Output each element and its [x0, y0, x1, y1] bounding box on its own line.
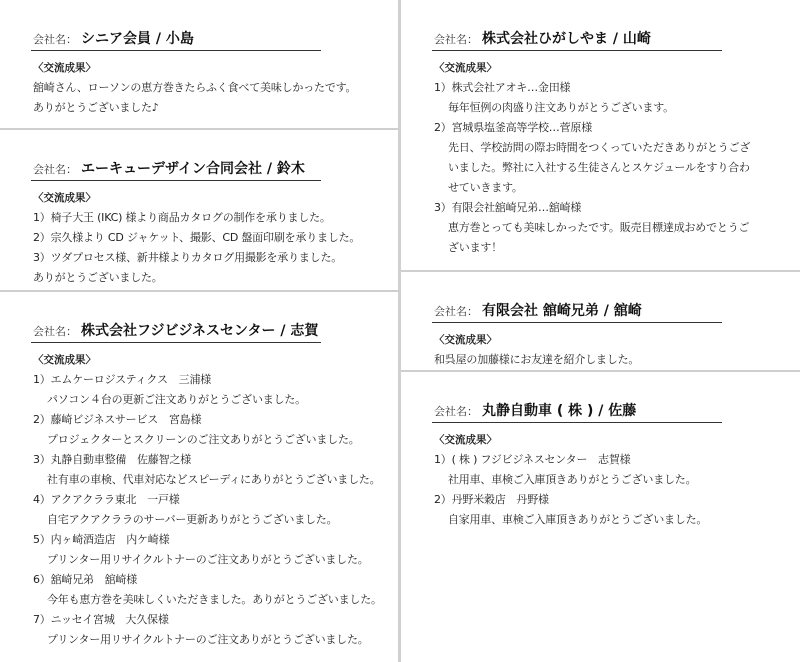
right-column	[401, 0, 800, 662]
section-label: 〈交流成果〉	[33, 62, 96, 74]
result-line: せていきます。	[448, 181, 523, 194]
heading-underline	[432, 50, 722, 51]
result-line: 1）( 株 ) フジビジネスセンター 志賀様	[434, 453, 631, 466]
heading-underline	[432, 322, 722, 323]
company-section	[401, 0, 800, 270]
result-line: 2）藤崎ビジネスサービス 宮島様	[33, 413, 202, 426]
company-section	[401, 372, 800, 662]
company-name: 株式会社ひがしやま / 山崎	[482, 31, 651, 47]
left-column	[0, 0, 398, 662]
result-line: 1）エムケーロジスティクス 三浦様	[33, 373, 212, 386]
company-heading	[434, 28, 651, 48]
section-label: 〈交流成果〉	[33, 192, 96, 204]
result-line: 社有車の車検、代車対応などスピーディにありがとうございました。	[47, 473, 381, 486]
section-label: 〈交流成果〉	[434, 62, 497, 74]
result-line: プリンター用リサイクルトナーのご注文ありがとうございました。	[47, 553, 369, 566]
section-label: 〈交流成果〉	[434, 434, 497, 446]
result-line: プリンター用リサイクルトナーのご注文ありがとうございました。	[47, 633, 369, 646]
company-heading	[33, 158, 305, 178]
result-line: 恵方巻とっても美味しかったです。販売目標達成おめでとうご	[448, 221, 750, 234]
result-line: 毎年恒例の肉盛り注文ありがとうございます。	[448, 101, 674, 114]
result-line: 5）内ヶ崎酒造店 内ケ崎様	[33, 533, 170, 546]
company-label: 会社名：	[434, 33, 478, 46]
result-line: 先日、学校訪問の際お時間をつくっていただきありがとうござ	[448, 141, 751, 154]
result-line: 2）宗久様より CD ジャケット、撮影、CD 盤面印刷を承りました。	[33, 231, 361, 244]
company-label: 会社名：	[33, 325, 77, 338]
result-line: 自宅アクアクララのサーバー更新ありがとうございました。	[47, 513, 338, 526]
results-list	[33, 78, 356, 118]
result-line: プロジェクターとスクリーンのご注文ありがとうございました。	[47, 433, 360, 446]
company-section	[401, 272, 800, 370]
result-line: 3）ツダプロセス様、新井様よりカタログ用撮影を承りました。	[33, 251, 343, 264]
result-line: ありがとうございました。	[33, 271, 163, 284]
company-name: 丸静自動車 ( 株 ) / 佐藤	[482, 403, 637, 419]
company-label: 会社名：	[434, 305, 478, 318]
results-list	[434, 78, 750, 258]
results-list	[434, 450, 707, 530]
result-line: 3）丸静自動車整備 佐藤智之様	[33, 453, 191, 466]
company-label: 会社名：	[33, 33, 77, 46]
result-line: ざいます！	[448, 241, 502, 254]
result-line: 2）宮城県塩釜高等学校…菅原様	[434, 121, 592, 134]
result-line: 1）株式会社アオキ…金田様	[434, 81, 571, 94]
result-line: 4）アクアクララ東北 一戸様	[33, 493, 180, 506]
result-line: 自家用車、車検ご入庫頂きありがとうございました。	[448, 513, 708, 526]
result-line: 7）ニッセイ宮城 大久保様	[33, 613, 169, 626]
result-line: 社用車、車検ご入庫頂きありがとうございました。	[448, 473, 697, 486]
section-label: 〈交流成果〉	[434, 334, 497, 346]
company-label: 会社名：	[434, 405, 478, 418]
company-heading	[434, 300, 642, 320]
section-label: 〈交流成果〉	[33, 354, 96, 366]
result-line: ありがとうございました♪	[33, 101, 159, 114]
company-label: 会社名：	[33, 163, 77, 176]
result-line: 1）椅子大王 (IKC) 様より商品カタログの制作を承りました。	[33, 211, 331, 224]
heading-underline	[432, 422, 722, 423]
result-line: いました。弊社に入社する生徒さんとスケジュールをすり合わ	[448, 161, 750, 174]
results-list	[33, 370, 382, 650]
result-line: 6）舘崎兄弟 舘崎様	[33, 573, 137, 586]
heading-underline	[31, 180, 321, 181]
result-line: 3）有限会社舘崎兄弟…舘崎様	[434, 201, 582, 214]
company-name: シニア会員 / 小島	[81, 31, 194, 47]
company-section	[0, 0, 398, 128]
results-list	[33, 208, 360, 288]
company-name: 有限会社 舘崎兄弟 / 舘崎	[482, 303, 642, 319]
results-list	[434, 350, 639, 370]
company-section	[0, 130, 398, 290]
result-line: 2）丹野米穀店 丹野様	[434, 493, 549, 506]
company-name: 株式会社フジビジネスセンター / 志賀	[81, 323, 319, 339]
heading-underline	[31, 50, 321, 51]
result-line: 今年も恵方巻を美味しくいただきました。ありがとうございました。	[47, 593, 382, 606]
company-heading	[33, 320, 318, 340]
company-section	[0, 292, 398, 662]
heading-underline	[31, 342, 321, 343]
company-heading	[33, 28, 194, 48]
result-line: 舘崎さん、ローソンの恵方巻きたらふく食べて美味しかったです。	[33, 81, 357, 94]
company-name: エーキューデザイン合同会社 / 鈴木	[81, 161, 305, 177]
result-line: 和呉屋の加藤様にお友達を紹介しました。	[434, 353, 640, 366]
company-heading	[434, 400, 636, 420]
result-line: パソコン４台の更新ご注文ありがとうございました。	[47, 393, 306, 406]
